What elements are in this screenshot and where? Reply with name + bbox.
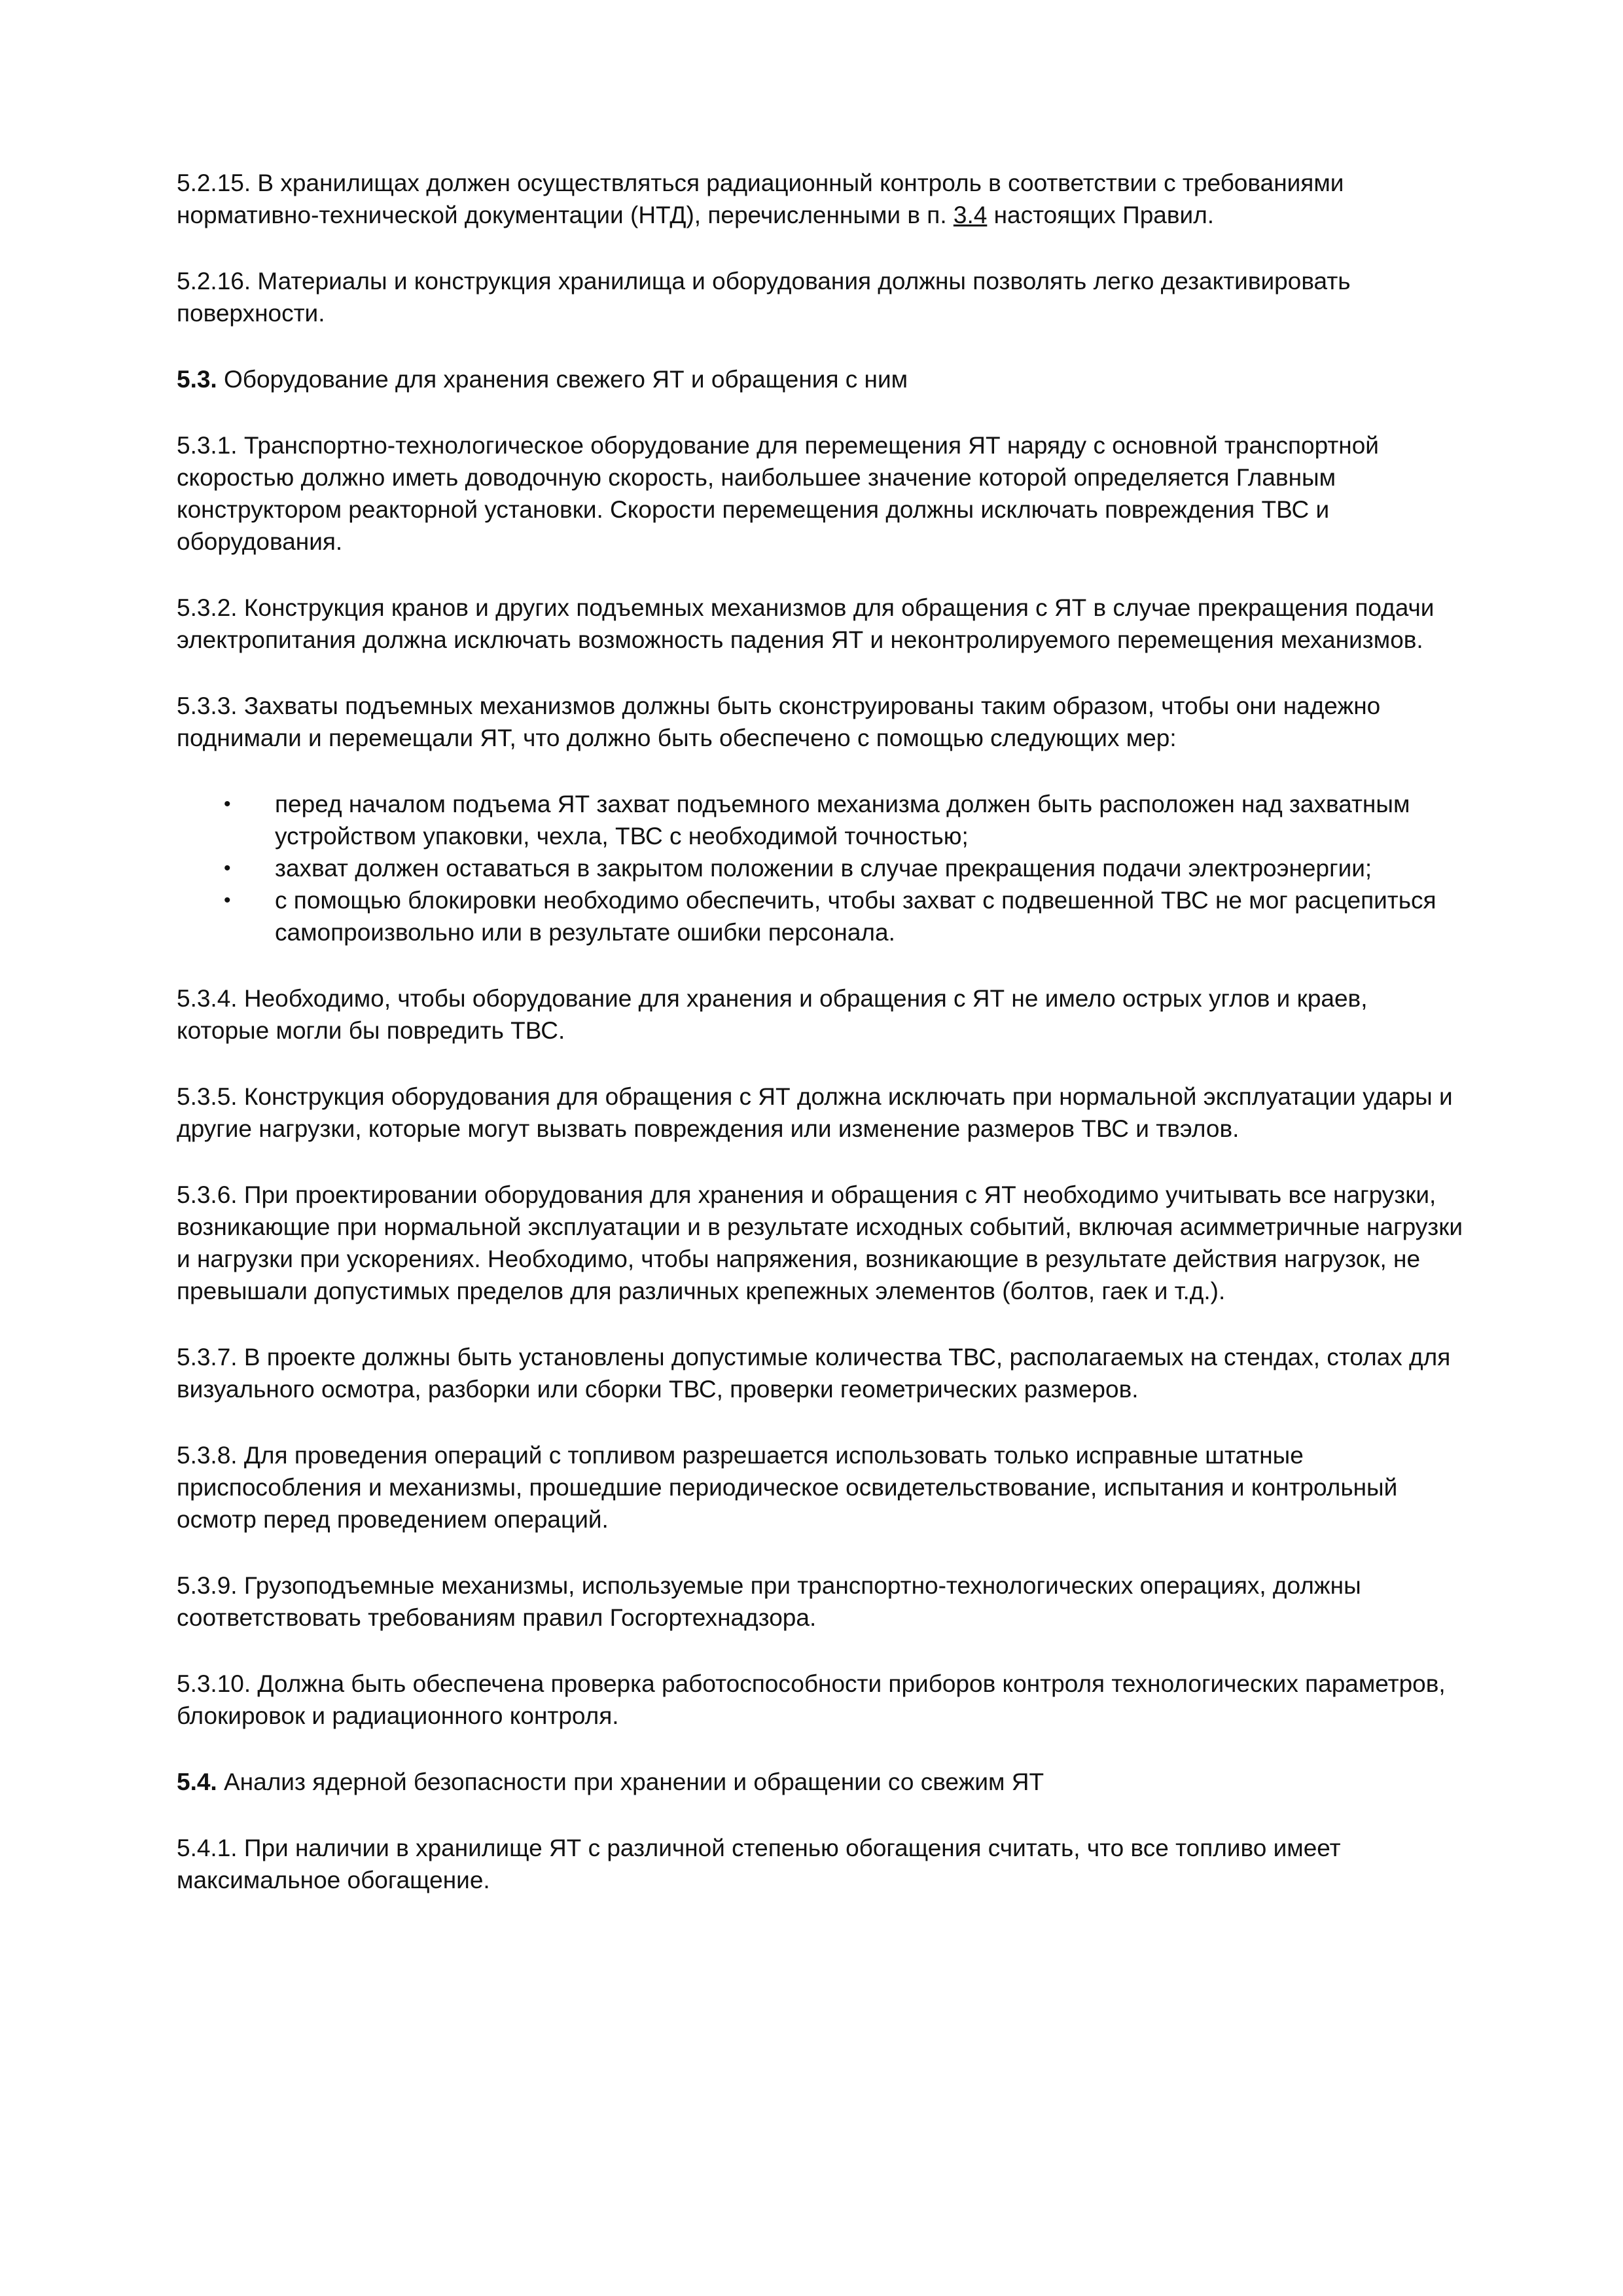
paragraph-text: настоящих Правил. (987, 202, 1215, 228)
list-item (177, 788, 1466, 852)
paragraph-5-2-15 (177, 167, 1466, 231)
section-number: 5.4. (177, 1768, 217, 1795)
list-item (177, 852, 1466, 884)
paragraph-5-3-7: 5.3.7. В проекте должны быть установлены допустимые количества ТВС, располагаемых на стендах, столах для визуального осмотра, разборки или сборки ТВС, проверки геометрических размеров. (177, 1344, 1451, 1403)
list-item-text: с помощью блокировки необходимо обеспечить, чтобы захват с подвешенной ТВС не мог расцепиться самопроизвольно или в результате ошибки персонала. (275, 887, 1436, 946)
paragraph-5-3-3: 5.3.3. Захваты подъемных механизмов должны быть сконструированы таким образом, чтобы они надежно поднимали и перемещали ЯТ, что должно быть обеспечено с помощью следующих мер: (177, 692, 1381, 751)
section-number: 5.3. (177, 366, 217, 393)
reference-link-3-4[interactable]: 3.4 (953, 202, 988, 228)
section-title: Оборудование для хранения свежего ЯТ и обращения с ним (217, 366, 908, 393)
bullet-icon: • (224, 889, 231, 911)
paragraph-5-2-16: 5.2.16. Материалы и конструкция хранилища и оборудования должны позволять легко дезактивировать поверхности. (177, 268, 1351, 327)
paragraph-5-3-9: 5.3.9. Грузоподъемные механизмы, используемые при транспортно-технологических операциях, должны соответствовать требованиям правил Госгортехнадзора. (177, 1572, 1361, 1631)
paragraph-5-3-8: 5.3.8. Для проведения операций с топливом разрешается использовать только исправные штатные приспособления и механизмы, прошедшие периодическое освидетельствование, испытания и контрольный осмотр перед проведением операций. (177, 1442, 1398, 1533)
paragraph-5-3-10: 5.3.10. Должна быть обеспечена проверка работоспособности приборов контроля технологических параметров, блокировок и радиационного контроля. (177, 1670, 1446, 1729)
section-heading-5-4 (177, 1766, 1466, 1798)
paragraph-5-3-2: 5.3.2. Конструкция кранов и других подъемных механизмов для обращения с ЯТ в случае прекращения подачи электропитания должна исключать возможность падения ЯТ и неконтролируемого перемещения механизмов. (177, 594, 1435, 653)
paragraph-5-3-1: 5.3.1. Транспортно-технологическое оборудование для перемещения ЯТ наряду с основной транспортной скоростью должно иметь доводочную скорость, наибольшее значение которой определяется Главным конструктором реакторной установки. Скорости перемещения должны исключать повреждения ТВС и оборудования. (177, 432, 1379, 555)
document-page (177, 167, 1466, 1930)
paragraph-text: 5.2.15. В хранилищах должен осуществляться радиационный контроль в соответствии с требованиями нормативно-технической документации (НТД), перечисленными в п. (177, 170, 1344, 228)
paragraph-5-3-6: 5.3.6. При проектировании оборудования для хранения и обращения с ЯТ необходимо учитывать все нагрузки, возникающие при нормальной эксплуатации и в результате исходных событий, включая асимметричные нагрузки и нагрузки при ускорениях. Необходимо, чтобы напряжения, возникающие в результате действия нагрузок, не превышали допустимых пределов для различных крепежных элементов (болтов, гаек и т.д.). (177, 1181, 1463, 1304)
list-item-text: захват должен оставаться в закрытом положении в случае прекращения подачи электроэнергии; (275, 855, 1372, 882)
bullet-icon: • (224, 793, 231, 815)
paragraph-5-3-5: 5.3.5. Конструкция оборудования для обращения с ЯТ должна исключать при нормальной эксплуатации удары и другие нагрузки, которые могут вызвать повреждения или изменение размеров ТВС и твэлов. (177, 1083, 1453, 1142)
paragraph-5-4-1: 5.4.1. При наличии в хранилище ЯТ с различной степенью обогащения считать, что все топливо имеет максимальное обогащение. (177, 1835, 1341, 1893)
paragraph-5-3-4: 5.3.4. Необходимо, чтобы оборудование для хранения и обращения с ЯТ не имело острых углов и краев, которые могли бы повредить ТВС. (177, 985, 1368, 1044)
list-item (177, 884, 1466, 948)
section-heading-5-3 (177, 363, 1466, 395)
bullet-icon: • (224, 857, 231, 879)
section-title: Анализ ядерной безопасности при хранении и обращении со свежим ЯТ (217, 1768, 1044, 1795)
bullet-list (177, 788, 1466, 948)
list-item-text: перед началом подъема ЯТ захват подъемного механизма должен быть расположен над захватным устройством упаковки, чехла, ТВС с необходимой точностью; (275, 791, 1410, 850)
